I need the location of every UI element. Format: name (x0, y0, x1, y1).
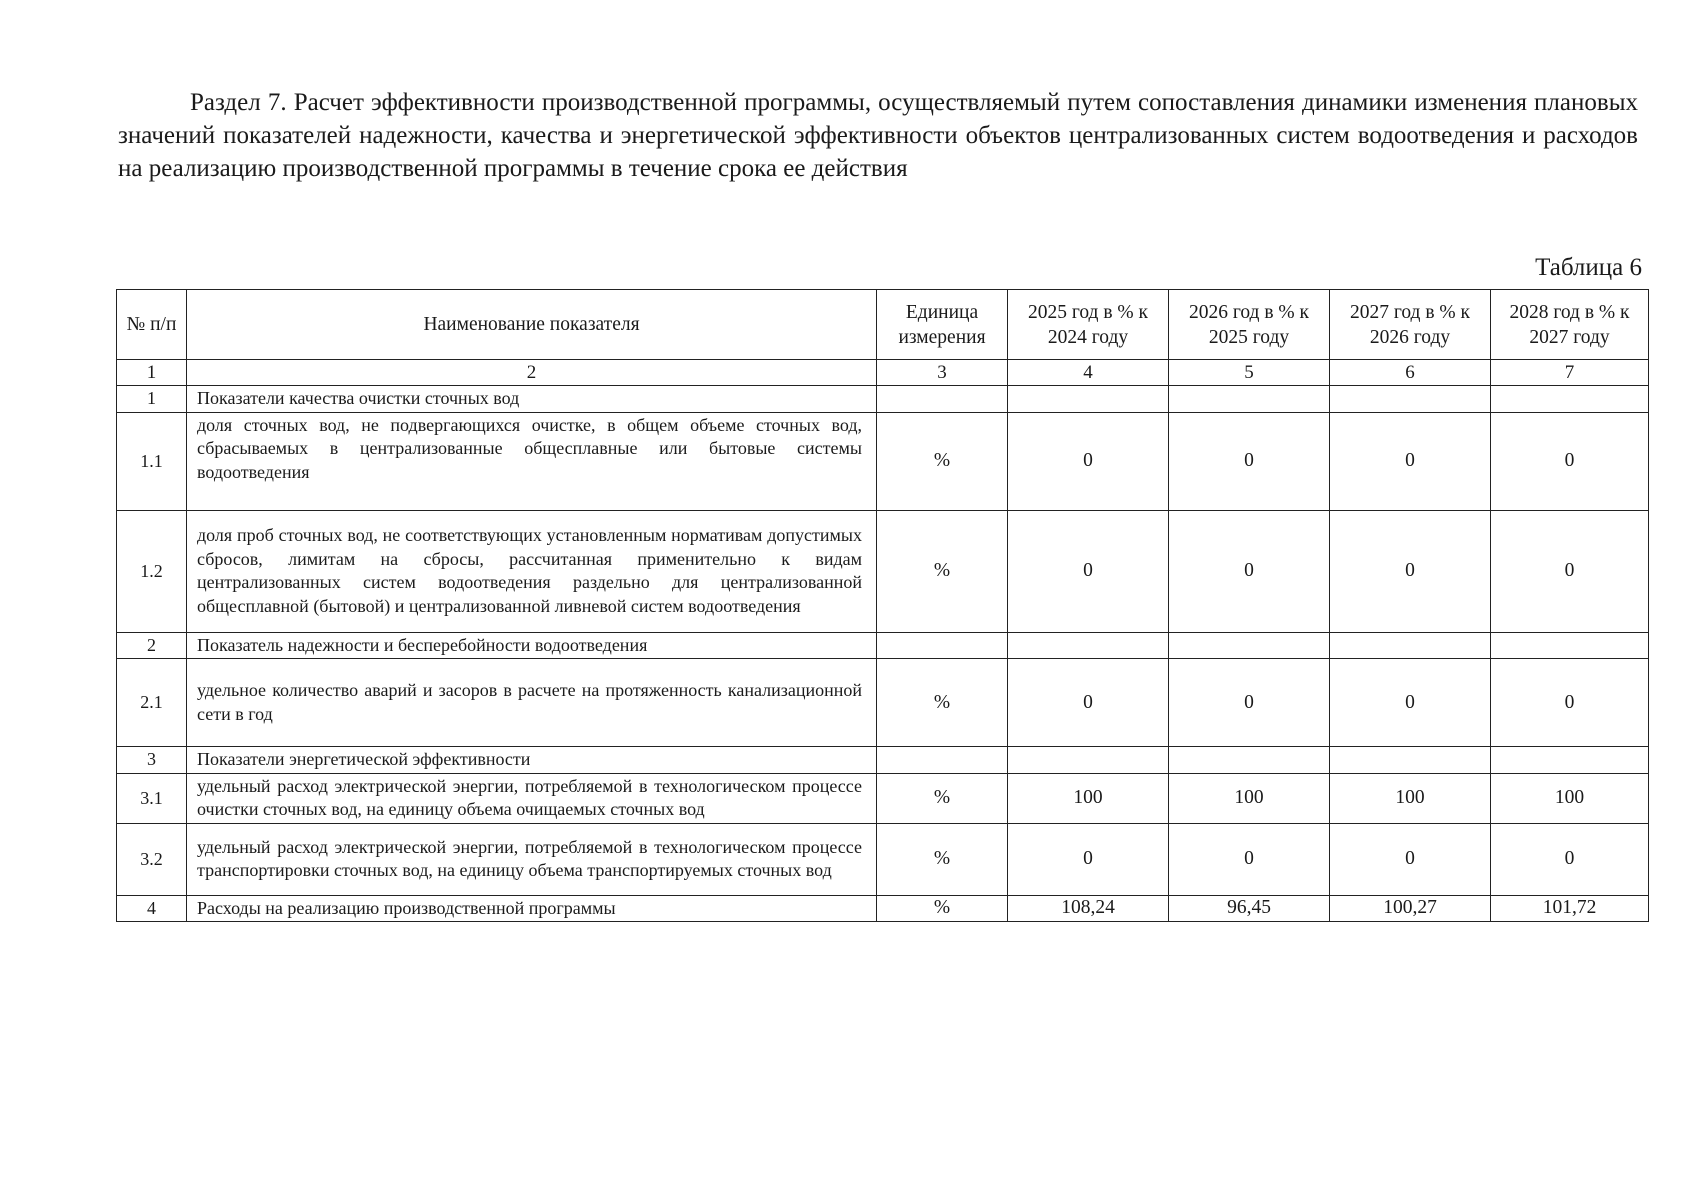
table-row-section-2 (117, 632, 1649, 659)
header-name: Наименование показателя (187, 290, 877, 360)
row-number: 3.2 (117, 823, 187, 895)
value-2027: 0 (1330, 510, 1491, 632)
header-2028: 2028 год в % к 2027 году (1491, 290, 1649, 360)
row-name: Показатели энергетической эффективности (187, 747, 877, 774)
row-name: Расходы на реализацию производственной программы (187, 895, 877, 922)
value-2025: 0 (1008, 659, 1169, 747)
row-unit: % (877, 412, 1008, 510)
empty-cell (1491, 632, 1649, 659)
value-2026: 0 (1169, 510, 1330, 632)
row-name: доля сточных вод, не подвергающихся очистке, в общем объеме сточных вод, сбрасываемых в централизованные общесплавные или бытовые системы водоотведения (187, 412, 877, 510)
row-number: 1.1 (117, 412, 187, 510)
empty-cell (1008, 747, 1169, 774)
value-2028: 100 (1491, 773, 1649, 823)
header-num: № п/п (117, 290, 187, 360)
empty-cell (1169, 386, 1330, 413)
header-2027: 2027 год в % к 2026 году (1330, 290, 1491, 360)
value-2027: 100,27 (1330, 895, 1491, 922)
value-2026: 100 (1169, 773, 1330, 823)
row-number: 1.2 (117, 510, 187, 632)
value-2026: 0 (1169, 412, 1330, 510)
value-2027: 100 (1330, 773, 1491, 823)
row-unit: % (877, 773, 1008, 823)
column-index: 5 (1169, 360, 1330, 386)
column-index: 2 (187, 360, 877, 386)
header-2026: 2026 год в % к 2025 году (1169, 290, 1330, 360)
empty-cell (877, 747, 1008, 774)
value-2028: 101,72 (1491, 895, 1649, 922)
row-name: Показатель надежности и бесперебойности водоотведения (187, 632, 877, 659)
row-name: удельное количество аварий и засоров в расчете на протяженность канализационной сети в год (187, 659, 877, 747)
column-index: 6 (1330, 360, 1491, 386)
column-index: 3 (877, 360, 1008, 386)
value-2025: 108,24 (1008, 895, 1169, 922)
row-number: 3.1 (117, 773, 187, 823)
empty-cell (1330, 632, 1491, 659)
header-unit: Единица измерения (877, 290, 1008, 360)
table-row-4 (117, 895, 1649, 922)
value-2026: 0 (1169, 823, 1330, 895)
table-header-row (117, 290, 1649, 360)
header-2025: 2025 год в % к 2024 году (1008, 290, 1169, 360)
empty-cell (1169, 747, 1330, 774)
value-2026: 0 (1169, 659, 1330, 747)
value-2028: 0 (1491, 823, 1649, 895)
empty-cell (1330, 747, 1491, 774)
table-caption: Таблица 6 (1535, 254, 1642, 281)
empty-cell (1330, 386, 1491, 413)
table-row-1-1 (117, 412, 1649, 510)
value-2025: 0 (1008, 412, 1169, 510)
empty-cell (1491, 386, 1649, 413)
column-index: 1 (117, 360, 187, 386)
value-2025: 0 (1008, 510, 1169, 632)
row-number: 1 (117, 386, 187, 413)
table-row-1-2 (117, 510, 1649, 632)
empty-cell (1008, 386, 1169, 413)
value-2028: 0 (1491, 659, 1649, 747)
row-name: Показатели качества очистки сточных вод (187, 386, 877, 413)
empty-cell (1008, 632, 1169, 659)
value-2025: 0 (1008, 823, 1169, 895)
empty-cell (877, 386, 1008, 413)
value-2027: 0 (1330, 412, 1491, 510)
value-2025: 100 (1008, 773, 1169, 823)
value-2028: 0 (1491, 510, 1649, 632)
table-row-3-2 (117, 823, 1649, 895)
column-index: 4 (1008, 360, 1169, 386)
table-row-section-1 (117, 386, 1649, 413)
table-row-2-1 (117, 659, 1649, 747)
table-row-section-3 (117, 747, 1649, 774)
column-index: 7 (1491, 360, 1649, 386)
row-unit: % (877, 895, 1008, 922)
row-unit: % (877, 823, 1008, 895)
row-number: 4 (117, 895, 187, 922)
row-name: удельный расход электрической энергии, потребляемой в технологическом процессе очистки сточных вод, на единицу объема очищаемых сточных вод (187, 773, 877, 823)
value-2027: 0 (1330, 823, 1491, 895)
section-heading: Раздел 7. Расчет эффективности производственной программы, осуществляемый путем сопоставления динамики изменения плановых значений показателей надежности, качества и энергетической эффективности объектов централизованных систем водоотведения и расходов на реализацию производственной программы в течение срока ее действия (118, 89, 1638, 182)
row-unit: % (877, 510, 1008, 632)
row-number: 3 (117, 747, 187, 774)
efficiency-table (116, 289, 1649, 922)
table-row-3-1 (117, 773, 1649, 823)
empty-cell (1491, 747, 1649, 774)
value-2027: 0 (1330, 659, 1491, 747)
value-2028: 0 (1491, 412, 1649, 510)
row-number: 2 (117, 632, 187, 659)
row-name: доля проб сточных вод, не соответствующих установленным нормативам допустимых сбросов, лимитам на сбросы, рассчитанная применительно к видам централизованных систем водоотведения раздельно для централизованной общесплавной (бытовой) и централизованной ливневой систем водоотведения (187, 510, 877, 632)
row-unit: % (877, 659, 1008, 747)
empty-cell (1169, 632, 1330, 659)
row-number: 2.1 (117, 659, 187, 747)
empty-cell (877, 632, 1008, 659)
value-2026: 96,45 (1169, 895, 1330, 922)
column-index-row (117, 360, 1649, 386)
row-name: удельный расход электрической энергии, потребляемой в технологическом процессе транспортировки сточных вод, на единицу объема транспортируемых сточных вод (187, 823, 877, 895)
